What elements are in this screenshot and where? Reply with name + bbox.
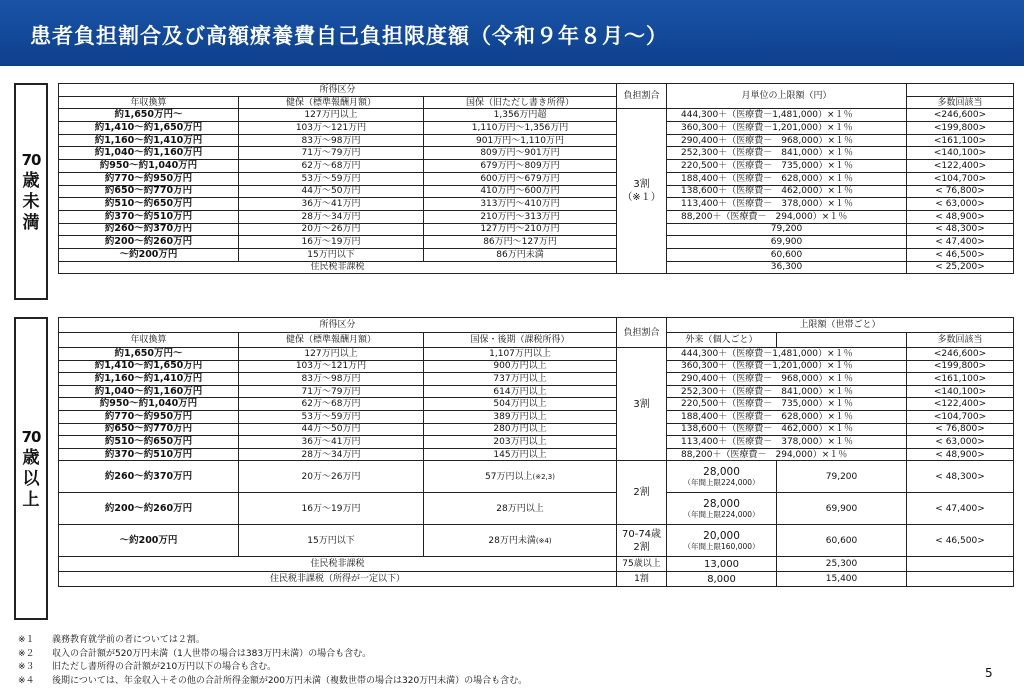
kokuho-cell: 1,356万円超 <box>424 109 617 122</box>
kenpo-cell: 103万～121万円 <box>239 122 424 135</box>
footnote-text: 収入の合計額が520万円未満（1人世帯の場合は383万円未満）の場合も含む。 <box>52 648 372 659</box>
tasu-cell: <122,400> <box>907 398 1014 411</box>
kenpo-cell: 53万～59万円 <box>239 410 424 423</box>
kokuho-cell: 210万円～313万円 <box>424 210 617 223</box>
table-header-row <box>59 84 1014 97</box>
limit-cell: 69,900 <box>667 236 907 249</box>
header-nenshu: 年収換算 <box>59 333 239 348</box>
income-cell: 約200～約260万円 <box>59 493 239 525</box>
limit-cell: 290,400＋（医療費－ 968,000）×１％ <box>667 134 907 147</box>
rate-cell: 3割 <box>617 348 667 461</box>
limit-cell: 220,500＋（医療費－ 735,000）×１％ <box>667 160 907 173</box>
limit-cell: 252,300＋（医療費－ 841,000）×１％ <box>667 147 907 160</box>
header-blank <box>907 84 1014 97</box>
income-cell: 約260～約370万円 <box>59 461 239 493</box>
footnote-mark: ※３ <box>18 662 35 672</box>
footnote <box>18 675 918 689</box>
header-tasu: 多数回該当 <box>907 96 1014 109</box>
gairai-cell: 13,000 <box>667 557 777 572</box>
limit-cell: 25,300 <box>777 557 907 572</box>
kenpo-cell: 28万～34万円 <box>239 210 424 223</box>
gairai-year-limit: （年間上限224,000） <box>683 510 760 520</box>
under70-section <box>14 83 1013 300</box>
table-row <box>59 410 1014 423</box>
table-row <box>59 261 1014 274</box>
kokuho-cell <box>424 525 617 557</box>
title-banner <box>0 0 1024 66</box>
hikazei-label: 住民税非課税 <box>59 557 617 572</box>
page-title: 患者負担割合及び高額療養費自己負担限度額（令和９年８月～） <box>30 24 668 48</box>
table-row <box>59 172 1014 185</box>
kokuho-cell: 389万円以上 <box>424 410 617 423</box>
over70-table <box>58 317 1014 587</box>
kokuho-cell: 1,107万円以上 <box>424 348 617 361</box>
footnote <box>18 661 918 675</box>
under70-table <box>58 83 1014 274</box>
income-cell: 約1,410～約1,650万円 <box>59 360 239 373</box>
limit-cell: 15,400 <box>777 572 907 587</box>
kokuho-cell: 900万円以上 <box>424 360 617 373</box>
table-row <box>59 461 1014 493</box>
kenpo-cell: 16万～19万円 <box>239 493 424 525</box>
income-cell: 約950～約1,040万円 <box>59 160 239 173</box>
kenpo-cell: 71万～79万円 <box>239 147 424 160</box>
header-kokuho: 国保（旧ただし書き所得） <box>424 96 617 109</box>
kokuho-cell: 901万円～1,110万円 <box>424 134 617 147</box>
table-row <box>59 572 1014 587</box>
limit-cell: 79,200 <box>777 461 907 493</box>
gairai-year-limit: （年間上限160,000） <box>683 542 760 552</box>
kenpo-cell: 20万～26万円 <box>239 223 424 236</box>
limit-cell: 113,400＋（医療費－ 378,000）×１％ <box>667 436 907 449</box>
kokuho-cell: 28万円以上 <box>424 493 617 525</box>
blank-cell <box>907 572 1014 587</box>
header-blank <box>777 333 907 348</box>
table-row <box>59 109 1014 122</box>
tasu-cell: < 48,300> <box>907 223 1014 236</box>
gairai-value: 28,000 <box>703 498 740 511</box>
table-row <box>59 436 1014 449</box>
kenpo-cell: 44万～50万円 <box>239 185 424 198</box>
kokuho-value: 28万円未満 <box>488 535 536 546</box>
tasu-cell: < 47,400> <box>907 493 1014 525</box>
under70-age-label: 70 歳 未 満 <box>14 83 48 300</box>
limit-cell: 88,200＋（医療費－ 294,000）×１％ <box>667 448 907 461</box>
income-cell: 約650～約770万円 <box>59 185 239 198</box>
header-futan: 負担割合 <box>617 318 667 348</box>
table-row <box>59 185 1014 198</box>
tasu-cell: < 46,500> <box>907 248 1014 261</box>
table-row <box>59 448 1014 461</box>
table-row <box>59 147 1014 160</box>
income-cell: ～約200万円 <box>59 525 239 557</box>
kenpo-cell: 28万～34万円 <box>239 448 424 461</box>
kenpo-cell: 15万円以下 <box>239 248 424 261</box>
limit-cell: 444,300＋（医療費－1,481,000）×１％ <box>667 109 907 122</box>
kenpo-cell: 83万～98万円 <box>239 134 424 147</box>
tasu-cell: <140,100> <box>907 147 1014 160</box>
footnote-text: 後期については、年金収入＋その他の合計所得金額が200万円未満（複数世帯の場合は320万円未満）の場合も含む。 <box>52 675 528 686</box>
table-row <box>59 198 1014 211</box>
kokuho-value: 57万円以上 <box>485 471 533 482</box>
income-cell: 約510～約650万円 <box>59 436 239 449</box>
income-cell: 約370～約510万円 <box>59 210 239 223</box>
table-row <box>59 122 1014 135</box>
limit-cell: 252,300＋（医療費－ 841,000）×１％ <box>667 385 907 398</box>
tasu-cell: <199,800> <box>907 360 1014 373</box>
tasu-cell: <161,100> <box>907 373 1014 386</box>
tasu-cell: <122,400> <box>907 160 1014 173</box>
kenpo-cell: 36万～41万円 <box>239 436 424 449</box>
income-cell: 約510～約650万円 <box>59 198 239 211</box>
tasu-cell: < 76,800> <box>907 423 1014 436</box>
limit-cell: 36,300 <box>667 261 907 274</box>
kenpo-cell: 15万円以下 <box>239 525 424 557</box>
header-limit: 上限額（世帯ごと） <box>667 318 1014 333</box>
kenpo-cell: 62万～68万円 <box>239 398 424 411</box>
hikazei-low-label: 住民税非課税（所得が一定以下） <box>59 572 617 587</box>
header-tasu: 多数回該当 <box>907 333 1014 348</box>
income-cell: 約260～約370万円 <box>59 223 239 236</box>
table-header-row <box>59 333 1014 348</box>
income-cell: 約650～約770万円 <box>59 423 239 436</box>
gairai-value: 20,000 <box>703 530 740 543</box>
blank-cell <box>907 557 1014 572</box>
tasu-cell: <161,100> <box>907 134 1014 147</box>
limit-cell: 360,300＋（医療費－1,201,000）×１％ <box>667 122 907 135</box>
kokuho-cell: 86万円未満 <box>424 248 617 261</box>
table-row <box>59 423 1014 436</box>
rate-cell <box>617 525 667 557</box>
income-cell: 約1,160～約1,410万円 <box>59 373 239 386</box>
income-cell: 約1,040～約1,160万円 <box>59 385 239 398</box>
kokuho-cell: 280万円以上 <box>424 423 617 436</box>
table-row <box>59 134 1014 147</box>
kokuho-cell: 737万円以上 <box>424 373 617 386</box>
tasu-cell: <140,100> <box>907 385 1014 398</box>
kenpo-cell: 16万～19万円 <box>239 236 424 249</box>
table-row <box>59 223 1014 236</box>
table-row <box>59 210 1014 223</box>
limit-cell: 360,300＋（医療費－1,201,000）×１％ <box>667 360 907 373</box>
table-row <box>59 160 1014 173</box>
gairai-value: 28,000 <box>703 466 740 479</box>
income-cell: 約770～約950万円 <box>59 410 239 423</box>
income-cell: 約1,160～約1,410万円 <box>59 134 239 147</box>
kokuho-cell: 203万円以上 <box>424 436 617 449</box>
table-row <box>59 248 1014 261</box>
kokuho-cell: 1,110万円～1,356万円 <box>424 122 617 135</box>
income-cell: 約1,650万円～ <box>59 109 239 122</box>
kenpo-cell: 127万円以上 <box>239 348 424 361</box>
rate-cell <box>617 109 667 274</box>
limit-cell: 79,200 <box>667 223 907 236</box>
kokuho-note: (※4) <box>535 536 552 545</box>
kenpo-cell: 36万～41万円 <box>239 198 424 211</box>
table-row <box>59 360 1014 373</box>
kokuho-cell: 127万円～210万円 <box>424 223 617 236</box>
tasu-cell: < 48,300> <box>907 461 1014 493</box>
income-cell: 約1,650万円～ <box>59 348 239 361</box>
tasu-cell: <199,800> <box>907 122 1014 135</box>
tasu-cell: < 47,400> <box>907 236 1014 249</box>
tasu-cell: < 46,500> <box>907 525 1014 557</box>
kokuho-cell: 410万円～600万円 <box>424 185 617 198</box>
income-cell: 約370～約510万円 <box>59 448 239 461</box>
rate-1-value: 1割 <box>617 572 667 587</box>
gairai-year-limit: （年間上限224,000） <box>683 478 760 488</box>
kokuho-cell: 614万円以上 <box>424 385 617 398</box>
kokuho-cell: 86万円～127万円 <box>424 236 617 249</box>
rate-cell: 2割 <box>617 461 667 525</box>
header-kokuho: 国保・後期（課税所得） <box>424 333 617 348</box>
limit-cell: 290,400＋（医療費－ 968,000）×１％ <box>667 373 907 386</box>
limit-cell: 60,600 <box>777 525 907 557</box>
kenpo-cell: 71万～79万円 <box>239 385 424 398</box>
tasu-cell: <246,600> <box>907 109 1014 122</box>
limit-cell: 88,200＋（医療費－ 294,000）×１％ <box>667 210 907 223</box>
table-row <box>59 236 1014 249</box>
kokuho-cell: 504万円以上 <box>424 398 617 411</box>
tasu-cell: < 25,200> <box>907 261 1014 274</box>
table-header-row <box>59 318 1014 333</box>
kokuho-note: (※2,3) <box>532 472 555 481</box>
table-row <box>59 348 1014 361</box>
limit-cell: 60,600 <box>667 248 907 261</box>
header-shotoku-kubun: 所得区分 <box>59 84 617 97</box>
kokuho-cell: 313万円～410万円 <box>424 198 617 211</box>
kenpo-cell: 44万～50万円 <box>239 423 424 436</box>
kenpo-cell: 127万円以上 <box>239 109 424 122</box>
kokuho-cell: 809万円～901万円 <box>424 147 617 160</box>
kokuho-cell: 145万円以上 <box>424 448 617 461</box>
kenpo-cell: 103万～121万円 <box>239 360 424 373</box>
rate-value: 3割 <box>633 179 650 191</box>
table-row <box>59 398 1014 411</box>
income-cell: 約1,410～約1,650万円 <box>59 122 239 135</box>
table-row <box>59 525 1014 557</box>
tasu-cell: < 63,000> <box>907 198 1014 211</box>
limit-cell: 188,400＋（医療費－ 628,000）×１％ <box>667 410 907 423</box>
tasu-cell: <104,700> <box>907 172 1014 185</box>
limit-cell: 188,400＋（医療費－ 628,000）×１％ <box>667 172 907 185</box>
gairai-cell <box>667 493 777 525</box>
tasu-cell: <104,700> <box>907 410 1014 423</box>
table-row <box>59 557 1014 572</box>
table-row <box>59 385 1014 398</box>
tasu-cell: <246,600> <box>907 348 1014 361</box>
kenpo-cell: 83万～98万円 <box>239 373 424 386</box>
page-number: 5 <box>985 666 993 680</box>
kokuho-cell <box>424 461 617 493</box>
footnote-text: 旧ただし書所得の合計額が210万円以下の場合も含む。 <box>52 662 277 672</box>
tasu-cell: < 63,000> <box>907 436 1014 449</box>
footnote-text: 義務教育就学前の者については２割。 <box>52 635 205 645</box>
table-row <box>59 373 1014 386</box>
gairai-cell <box>667 461 777 493</box>
kenpo-cell: 20万～26万円 <box>239 461 424 493</box>
income-cell: 約950～約1,040万円 <box>59 398 239 411</box>
income-cell: ～約200万円 <box>59 248 239 261</box>
over70-age-label: 70 歳 以 上 <box>14 317 48 620</box>
income-cell: 約770～約950万円 <box>59 172 239 185</box>
kokuho-cell: 600万円～679万円 <box>424 172 617 185</box>
kenpo-cell: 53万～59万円 <box>239 172 424 185</box>
footnote <box>18 634 918 648</box>
rate-75-label: 75歳以上 <box>617 557 667 572</box>
income-cell: 約200～約260万円 <box>59 236 239 249</box>
footnote-mark: ※１ <box>18 635 35 645</box>
table-row <box>59 493 1014 525</box>
over70-section <box>14 317 1013 620</box>
tasu-cell: < 76,800> <box>907 185 1014 198</box>
gairai-cell <box>667 525 777 557</box>
limit-cell: 138,600＋（医療費－ 462,000）×１％ <box>667 185 907 198</box>
header-futan: 負担割合 <box>617 84 667 109</box>
header-gairai: 外来（個人ごと） <box>667 333 777 348</box>
limit-cell: 113,400＋（医療費－ 378,000）×１％ <box>667 198 907 211</box>
gairai-cell: 8,000 <box>667 572 777 587</box>
footnotes <box>18 634 918 688</box>
kokuho-cell: 679万円～809万円 <box>424 160 617 173</box>
header-nenshu: 年収換算 <box>59 96 239 109</box>
income-cell: 約1,040～約1,160万円 <box>59 147 239 160</box>
hikazei-label: 住民税非課税 <box>59 261 617 274</box>
rate-note: （※１） <box>622 192 661 204</box>
kenpo-cell: 62万～68万円 <box>239 160 424 173</box>
limit-cell: 69,900 <box>777 493 907 525</box>
header-limit: 月単位の上限額（円） <box>667 84 907 109</box>
header-shotoku-kubun: 所得区分 <box>59 318 617 333</box>
header-kenpo: 健保（標準報酬月額） <box>239 96 424 109</box>
footnote-mark: ※２ <box>18 648 35 659</box>
limit-cell: 444,300＋（医療費－1,481,000）×１％ <box>667 348 907 361</box>
header-kenpo: 健保（標準報酬月額） <box>239 333 424 348</box>
rate-7074-value: 2割 <box>633 541 650 553</box>
footnote <box>18 648 918 662</box>
rate-7074-label: 70-74歳 <box>621 528 662 540</box>
footnote-mark: ※４ <box>18 675 35 686</box>
limit-cell: 220,500＋（医療費－ 735,000）×１％ <box>667 398 907 411</box>
tasu-cell: < 48,900> <box>907 210 1014 223</box>
tasu-cell: < 48,900> <box>907 448 1014 461</box>
limit-cell: 138,600＋（医療費－ 462,000）×１％ <box>667 423 907 436</box>
